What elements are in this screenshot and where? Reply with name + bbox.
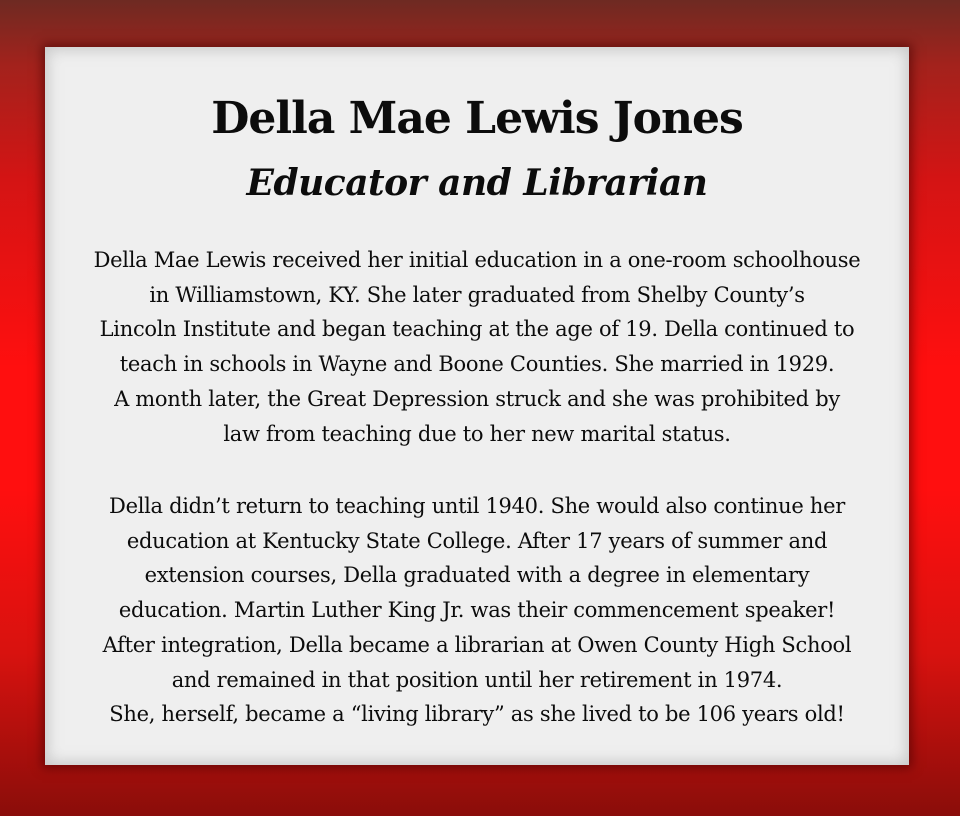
text-line: extension courses, Della graduated with a degree in elementary xyxy=(144,563,810,588)
text-line: Della didn’t return to teaching until 1940. She would also continue her xyxy=(109,494,845,518)
text-line: teach in schools in Wayne and Boone Counties. She married in 1929. xyxy=(119,352,835,377)
bio-card xyxy=(45,47,909,765)
text-line: law from teaching due to her new marital status. xyxy=(223,421,731,446)
text-line: education at Kentucky State College. After 17 years of summer and xyxy=(126,528,828,553)
bio-paragraph-early-career xyxy=(69,243,885,451)
person-role-subtitle: Educator and Librarian xyxy=(246,162,708,204)
bio-paragraph-later-career xyxy=(69,489,885,732)
text-line: in Williamstown, KY. She later graduated from Shelby County’s xyxy=(149,282,805,307)
person-name-title: Della Mae Lewis Jones xyxy=(211,93,743,144)
text-line: and remained in that position until her retirement in 1974. xyxy=(171,667,783,692)
text-line: Lincoln Institute and began teaching at the age of 19. Della continued to xyxy=(99,317,855,342)
text-line: After integration, Della became a librarian at Owen County High School xyxy=(102,632,852,657)
text-line: A month later, the Great Depression struck and she was prohibited by xyxy=(114,386,840,411)
text-line: education. Martin Luther King Jr. was their commencement speaker! xyxy=(118,598,836,623)
text-line: She, herself, became a “living library” as she lived to be 106 years old! xyxy=(109,702,845,727)
text-line: Della Mae Lewis received her initial education in a one-room schoolhouse xyxy=(93,248,861,272)
